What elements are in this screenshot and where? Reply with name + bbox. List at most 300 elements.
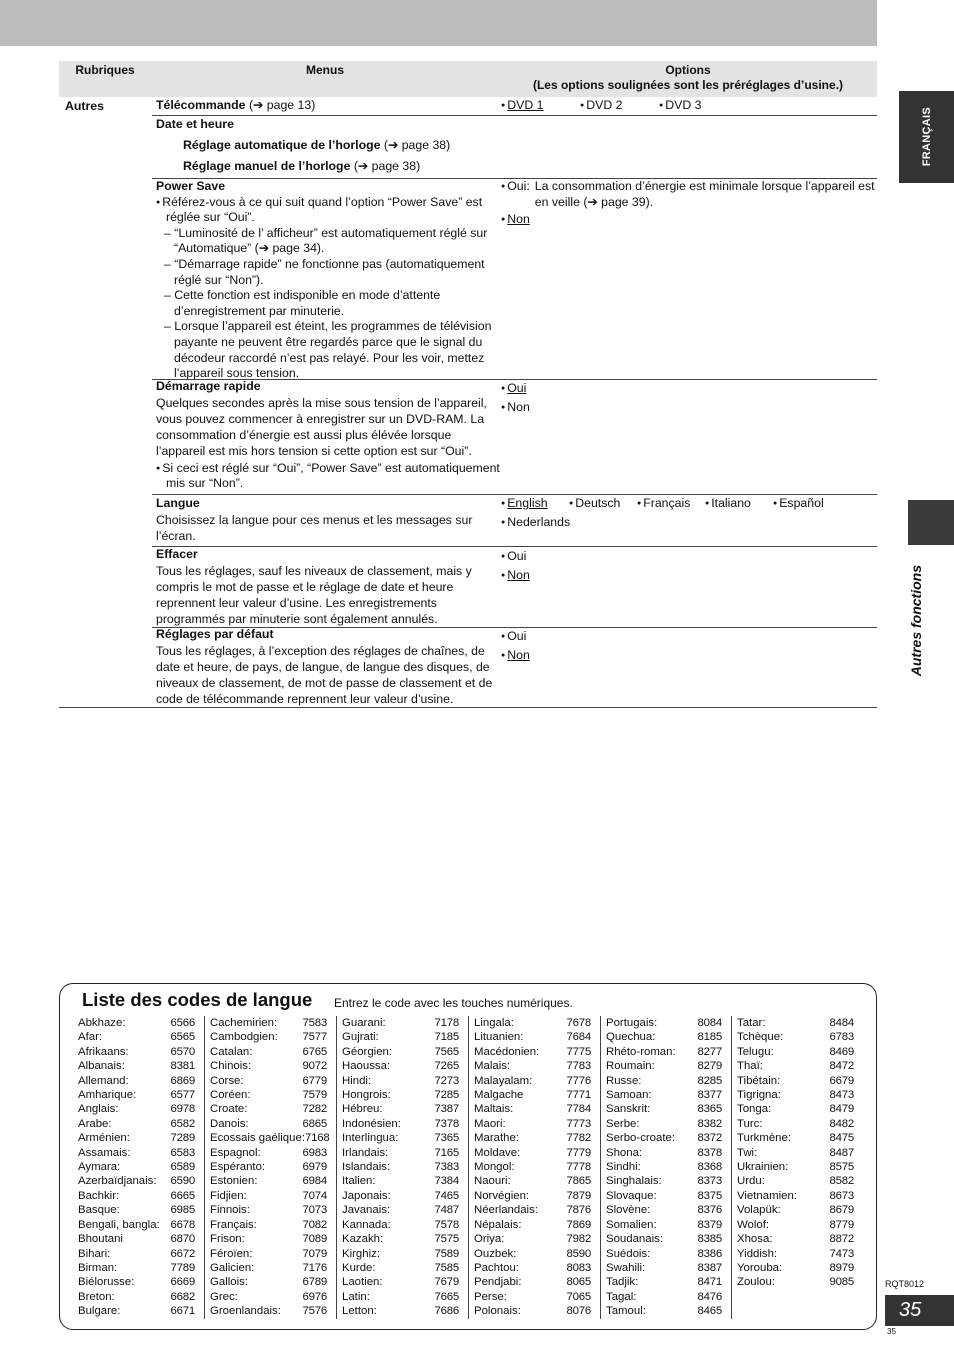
language-name: Oriya: [474,1233,505,1246]
language-name: Féroïen: [210,1247,253,1260]
language-code: 6566 [170,1017,195,1029]
language-code: 6577 [170,1089,195,1102]
language-code: 7082 [302,1218,327,1231]
language-code: 7776 [566,1074,591,1087]
language-name: Latin: [342,1290,370,1303]
language-code: 7383 [434,1161,459,1174]
language-code: 6589 [170,1161,195,1174]
language-code-row [210,1117,327,1131]
language-code: 8469 [829,1045,854,1058]
language-code-row [474,1117,591,1131]
language-code: 8872 [829,1233,854,1246]
language-code: 8487 [829,1146,854,1159]
options-effacer [501,547,877,585]
option-espanol [773,494,824,513]
language-code-row [474,1290,591,1304]
option-defaut-non [501,646,877,665]
language-code-row [210,1016,327,1030]
language-code: 6672 [170,1247,195,1260]
language-name: Wolof: [737,1218,770,1231]
language-code: 7176 [302,1261,327,1274]
language-code: 8185 [697,1031,722,1044]
language-code-row [342,1218,459,1232]
language-name: Allemand: [78,1074,129,1087]
power-save-bullet [156,195,499,226]
language-code: 6583 [170,1146,195,1159]
language-name: Haoussa: [342,1060,391,1073]
language-code-row [210,1146,327,1160]
language-code-row [210,1290,327,1304]
menu-langue-title: Langue [156,496,200,510]
language-name: Frison: [210,1233,245,1246]
option-francais-label: Français [643,496,691,510]
language-code: 6570 [170,1045,195,1058]
demarrage-bullet [156,461,501,492]
language-code-row [474,1030,591,1044]
option-dvd2-label: DVD 2 [586,98,623,112]
page-number-small: 35 [887,1327,896,1336]
language-code-row [474,1045,591,1059]
language-name: Swahili: [606,1261,646,1274]
language-code: 7684 [566,1031,591,1044]
language-code: 7576 [302,1305,327,1318]
language-code-row [737,1261,854,1275]
options-telecommande [501,98,877,114]
language-code-row [606,1102,722,1116]
language-code-row [474,1203,591,1217]
language-name: Géorgien: [342,1045,393,1058]
effacer-description: Tous les réglages, sauf les niveaux de classement, mais y compris le mot de passe et le réglage de date et heure reprennent leur valeur d’usine. Les enregistrements programmés par minuterie sont également annulés. [156,563,472,626]
language-name: Naouri: [474,1175,511,1188]
language-code: 8386 [697,1247,722,1260]
language-code-row [474,1261,591,1275]
language-code-row [78,1074,195,1088]
language-code: 7782 [566,1132,591,1145]
language-code-row [342,1290,459,1304]
language-name: Telugu: [737,1045,774,1058]
language-code: 6682 [170,1290,195,1303]
language-name: Danois: [210,1117,249,1130]
language-name: Marathe: [474,1132,519,1145]
language-code: 7775 [566,1045,591,1058]
language-code: 7879 [566,1189,591,1202]
language-code: 7686 [434,1305,459,1318]
language-code: 8387 [697,1261,722,1274]
language-code: 6783 [829,1031,854,1044]
language-code: 7365 [434,1132,459,1145]
language-code-row [210,1102,327,1116]
defaut-description: Tous les réglages, à l’exception des réglages de chaînes, de date et heure, de pays, de langue, de langue des disques, de niveaux de classement, de mot de passe de classement et de code de télécommande reprennent leur valeur d’usine. [156,643,493,706]
option-demarrage-oui [501,379,877,398]
language-name: Serbo-croate: [606,1132,676,1145]
language-code: 7465 [434,1189,459,1202]
language-name: Breton: [78,1290,115,1303]
language-name: Croate: [210,1103,248,1116]
table-bottom-rule [59,707,877,708]
language-code: 6976 [302,1290,327,1303]
option-italiano-label: Italiano [711,496,751,510]
option-non-label: Non [507,212,530,227]
option-italiano [705,494,773,513]
language-code: 8679 [829,1204,854,1217]
language-code-row [737,1088,854,1102]
language-name: Bengali, bangla: [78,1218,160,1231]
language-code-row [78,1189,195,1203]
language-code-row [210,1030,327,1044]
language-code: 6582 [170,1117,195,1130]
language-code-row [78,1218,195,1232]
option-non-label: Non [507,400,530,414]
language-name: Tibétain: [737,1074,781,1087]
language-code-row [474,1088,591,1102]
language-name: Albanais: [78,1060,125,1073]
language-name: Samoan: [606,1089,652,1102]
language-code: 8382 [697,1117,722,1130]
language-code-row [474,1189,591,1203]
language-code-row [474,1218,591,1232]
menu-demarrage-title: Démarrage rapide [156,379,261,393]
language-code-row [342,1275,459,1289]
language-code: 7178 [434,1017,459,1029]
language-code: 8365 [697,1103,722,1116]
language-code-row [474,1059,591,1073]
language-name: Biélorusse: [78,1276,135,1289]
header-options-note: (Les options soulignées sont les préréglages d’usine.) [532,78,844,92]
language-code-row [78,1059,195,1073]
language-code-row [606,1290,722,1304]
option-oui-label: Oui: [507,179,530,193]
language-name: Tadjik: [606,1276,639,1289]
language-code: 7168 [304,1132,330,1145]
option-dvd1 [501,98,580,114]
language-code-row [78,1045,195,1059]
language-name: Tchèque: [737,1031,784,1044]
language-code: 6870 [170,1233,195,1246]
language-code-row [210,1160,327,1174]
language-code: 7789 [170,1261,195,1274]
language-name: Pendjabi: [474,1276,522,1289]
option-english [501,494,569,513]
language-name: Malayalam: [474,1074,533,1087]
language-code-row [737,1218,854,1232]
language-codes-title: Liste des codes de langue [82,989,313,1010]
language-code: 7679 [434,1276,459,1289]
header-rubriques: Rubriques [75,63,135,77]
language-name: Tatar: [737,1017,766,1029]
language-name: Arabe: [78,1117,112,1130]
language-code-row [78,1117,195,1131]
language-code-row [474,1232,591,1246]
language-name: Indonésien: [342,1117,401,1130]
language-code: 7585 [434,1261,459,1274]
language-name: Guarani: [342,1017,386,1029]
language-name: Fidjien: [210,1189,247,1202]
language-name: Espagnol: [210,1146,261,1159]
language-name: Interlingua: [342,1132,399,1145]
menu-langue [156,496,501,544]
language-code-row [474,1275,591,1289]
language-code-row [210,1203,327,1217]
language-code: 8482 [829,1117,854,1130]
language-code: 7678 [566,1017,591,1029]
language-code: 7273 [434,1074,459,1087]
language-name: Tonga: [737,1103,772,1116]
language-name: Lituanien: [474,1031,524,1044]
language-code-row [737,1174,854,1188]
language-code-row [210,1189,327,1203]
language-code-row [210,1275,327,1289]
language-code-row [78,1016,195,1030]
language-code-row [606,1261,722,1275]
menu-power-save-title: Power Save [156,179,226,193]
language-code: 8582 [829,1175,854,1188]
language-name: Grec: [210,1290,238,1303]
language-column [78,1016,195,1319]
language-code-row [474,1074,591,1088]
section-tab-marker [908,500,954,545]
language-code: 6765 [302,1045,327,1058]
document-code: RQT8012 [885,1279,925,1289]
language-code: 7771 [566,1089,591,1102]
language-code: 8376 [697,1204,722,1217]
side-label-section: Autres fonctions [908,564,924,677]
language-name: Perse: [474,1290,507,1303]
language-name: Finnois: [210,1204,250,1217]
language-code: 7578 [434,1218,459,1231]
language-code: 8779 [829,1218,854,1231]
language-column [342,1016,459,1319]
language-code: 6779 [302,1074,327,1087]
language-name: Bhoutani [78,1233,123,1246]
power-save-note-text: “Démarrage rapide” ne fonctionne pas (automatiquement réglé sur “Non”). [174,256,485,287]
power-save-bullet-text: Référez-vous à ce qui suit quand l’option “Power Save” est réglée sur “Oui”. [162,194,483,225]
language-code: 7165 [434,1146,459,1159]
language-code: 7289 [170,1132,195,1145]
language-name: Norvégien: [474,1189,530,1202]
language-code: 8381 [170,1060,195,1073]
language-code: 7577 [302,1031,327,1044]
language-code-row [606,1189,722,1203]
language-code: 7074 [302,1189,327,1202]
language-code-row [606,1117,722,1131]
language-code: 8368 [697,1161,722,1174]
language-code: 6984 [302,1175,327,1188]
clock-manual-title: Réglage manuel de l’horloge [183,159,351,174]
menu-effacer-title: Effacer [156,547,198,561]
language-name: Gallois: [210,1276,248,1289]
language-column [474,1016,591,1319]
language-code-row [606,1030,722,1044]
language-code: 6985 [170,1204,195,1217]
language-name: Bulgare: [78,1305,121,1318]
language-column [737,1016,854,1290]
language-name: Islandais: [342,1161,391,1174]
option-oui-desc: La consommation d’énergie est minimale lorsque l’appareil est en veille (➔ page 39). [534,179,875,209]
option-oui-label: Oui [507,549,527,563]
language-name: Malais: [474,1060,511,1073]
language-code-row [474,1016,591,1030]
language-code-row [737,1117,854,1131]
language-code-row [606,1059,722,1073]
option-power-save-non [501,212,877,228]
language-code: 8385 [697,1233,722,1246]
column-divider [600,1016,601,1319]
language-name: Laotien: [342,1276,383,1289]
language-code-row [210,1174,327,1188]
language-name: Gujrati: [342,1031,379,1044]
language-name: Kazakh: [342,1233,384,1246]
language-code-row [78,1247,195,1261]
language-code-row [606,1247,722,1261]
language-code: 6983 [302,1146,327,1159]
language-code: 7583 [302,1017,327,1029]
language-code-row [342,1074,459,1088]
language-code: 8472 [829,1060,854,1073]
language-code: 6565 [170,1031,195,1044]
language-code-row [210,1131,330,1145]
language-code-row [78,1203,195,1217]
language-code-row [342,1117,459,1131]
language-code: 8465 [697,1305,722,1318]
language-name: Somalien: [606,1218,657,1231]
language-name: Ukrainien: [737,1161,789,1174]
language-name: Ouzbek: [474,1247,517,1260]
language-name: Sanskrit: [606,1103,651,1116]
language-code: 6865 [302,1117,327,1130]
language-code: 7773 [566,1117,591,1130]
language-code: 9085 [829,1276,854,1289]
language-code-row [342,1102,459,1116]
language-code: 6665 [170,1189,195,1202]
language-name: Azerbaïdjanais: [78,1175,157,1188]
language-name: Abkhaze: [78,1017,126,1029]
language-code-row [737,1016,854,1030]
header-menus: Menus [305,63,344,77]
language-code-row [342,1088,459,1102]
clock-auto-ref: (➔ page 38) [380,137,451,152]
option-non-label: Non [507,568,530,582]
language-column [210,1016,330,1319]
language-code: 7565 [434,1045,459,1058]
language-code-row [210,1059,327,1073]
language-code: 7473 [829,1247,854,1260]
language-name: Turc: [737,1117,763,1130]
language-name: Mongol: [474,1161,515,1174]
language-code: 7876 [566,1204,591,1217]
language-name: Chinois: [210,1060,252,1073]
language-code-row [78,1102,195,1116]
language-name: Hindi: [342,1074,372,1087]
language-code: 6978 [170,1103,195,1116]
language-code-row [78,1304,195,1318]
language-code-row [210,1074,327,1088]
language-code-row [474,1160,591,1174]
language-name: Russe: [606,1074,642,1087]
option-defaut-oui [501,627,877,646]
language-code: 8379 [697,1218,722,1231]
language-code-row [474,1146,591,1160]
language-code: 8375 [697,1189,722,1202]
power-save-note-text: Cette fonction est indisponible en mode d’attente d’enregistrement par minuterie. [174,288,441,318]
language-name: Rhéto-roman: [606,1045,676,1058]
language-name: Zoulou: [737,1276,775,1289]
language-code: 8979 [829,1261,854,1274]
page-number: 35 [899,1299,922,1321]
language-name: Urdu: [737,1175,765,1188]
top-banner [0,0,877,46]
option-espanol-label: Español [779,496,824,510]
menu-clock-auto [183,138,501,154]
language-name: Français: [210,1218,257,1231]
language-code: 7779 [566,1146,591,1159]
menu-date-heure [156,117,501,175]
language-code-row [606,1203,722,1217]
language-name: Soudanais: [606,1233,663,1246]
language-code: 8277 [697,1045,722,1058]
language-code: 7378 [434,1117,459,1130]
language-code: 7282 [302,1103,327,1116]
language-code: 7073 [302,1204,327,1217]
menu-reglages-defaut [156,627,501,707]
language-code: 8076 [566,1305,591,1318]
language-code-row [737,1203,854,1217]
menu-demarrage-rapide [156,379,501,492]
language-name: Cachemirien: [210,1017,278,1029]
language-name: Quechua: [606,1031,656,1044]
option-dvd1-label: DVD 1 [507,98,544,112]
language-code-row [210,1045,327,1059]
language-code: 7869 [566,1218,591,1231]
option-demarrage-non [501,398,877,417]
language-code: 8471 [697,1276,722,1289]
language-code: 7387 [434,1103,459,1116]
options-demarrage [501,379,877,417]
menu-telecommande-title: Télécommande [156,98,246,112]
language-code: 6869 [170,1074,195,1087]
option-non-label: Non [507,648,530,662]
language-code-row [606,1160,722,1174]
language-name: Bihari: [78,1247,111,1260]
language-name: Vietnamien: [737,1189,797,1202]
language-name: Tagal: [606,1290,637,1303]
language-name: Yorouba: [737,1261,783,1274]
language-code-row [342,1261,459,1275]
language-codes-subtitle: Entrez le code avec les touches numériques. [334,996,573,1010]
language-code: 7487 [434,1204,459,1217]
language-code-row [342,1016,459,1030]
language-name: Suédois: [606,1247,651,1260]
option-oui-label: Oui [507,381,527,395]
option-power-save-oui [501,179,877,210]
language-code: 7089 [302,1233,327,1246]
option-nederlands-label: Nederlands [507,515,571,529]
language-code-row [342,1030,459,1044]
clock-manual-ref: (➔ page 38) [350,159,421,174]
language-name: Lingala: [474,1017,514,1029]
language-code: 6979 [302,1161,327,1174]
language-code-row [606,1174,722,1188]
language-code-row [737,1059,854,1073]
language-code: 7579 [302,1089,327,1102]
language-name: Espéranto: [210,1161,266,1174]
language-name: Xhosa: [737,1233,773,1246]
language-code-row [474,1102,591,1116]
language-code-row [78,1232,195,1246]
menu-defaut-title: Réglages par défaut [156,627,274,641]
language-code: 8473 [829,1089,854,1102]
language-name: Yiddish: [737,1247,778,1260]
language-name: Afar: [78,1031,103,1044]
